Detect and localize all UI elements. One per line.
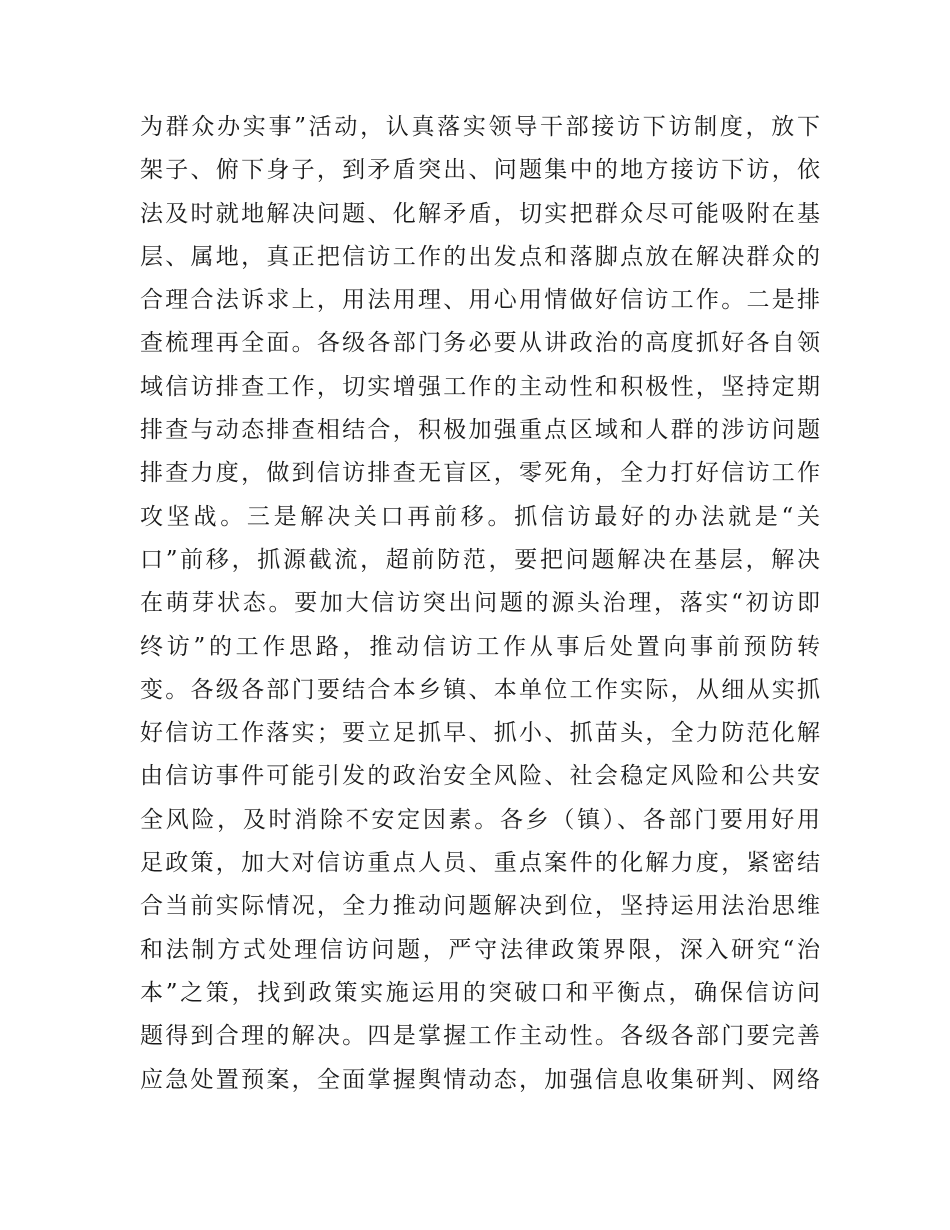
text-line: 域信访排查工作，切实增强工作的主动性和积极性，坚持定期: [140, 373, 820, 400]
text-line: 为群众办实事”活动，认真落实领导干部接访下访制度，放下: [140, 114, 820, 140]
text-line: 合当前实际情况，全力推动问题解决到位，坚持运用法治思维: [140, 893, 820, 920]
text-line: 排查力度，做到信访排查无盲区，零死角，全力打好信访工作: [140, 460, 820, 487]
text-line: 和法制方式处理信访问题，严守法律政策界限，深入研究“治: [140, 936, 820, 963]
text-line: 在萌芽状态。要加大信访突出问题的源头治理，落实“初访即: [140, 590, 820, 617]
text-line: 架子、俯下身子，到矛盾突出、问题集中的地方接访下访，依: [140, 157, 820, 184]
text-line: 好信访工作落实；要立足抓早、抓小、抓苗头，全力防范化解: [140, 720, 820, 747]
text-line: 层、属地，真正把信访工作的出发点和落脚点放在解决群众的: [140, 243, 820, 270]
body-paragraph: [140, 116, 820, 1112]
text-line: 口”前移，抓源截流，超前防范，要把问题解决在基层，解决: [140, 546, 820, 573]
text-line: 全风险，及时消除不安定因素。各乡（镇）、各部门要用好用: [140, 806, 820, 833]
text-line: 应急处置预案，全面掌握舆情动态，加强信息收集研判、网络: [140, 1066, 820, 1093]
text-line: 终访”的工作思路，推动信访工作从事后处置向事前预防转: [140, 633, 820, 660]
text-line: 变。各级各部门要结合本乡镇、本单位工作实际，从细从实抓: [140, 676, 820, 703]
text-line: 法及时就地解决问题、化解矛盾，切实把群众尽可能吸附在基: [140, 200, 820, 227]
text-line: 查梳理再全面。各级各部门务必要从讲政治的高度抓好各自领: [140, 330, 820, 357]
text-line: 足政策，加大对信访重点人员、重点案件的化解力度，紧密结: [140, 850, 820, 877]
text-line: 攻坚战。三是解决关口再前移。抓信访最好的办法就是“关: [140, 503, 820, 530]
text-line: 由信访事件可能引发的政治安全风险、社会稳定风险和公共安: [140, 763, 820, 790]
text-line: 排查与动态排查相结合，积极加强重点区域和人群的涉访问题: [140, 417, 820, 444]
text-line: 题得到合理的解决。四是掌握工作主动性。各级各部门要完善: [140, 1023, 820, 1050]
text-line: 合理合法诉求上，用法用理、用心用情做好信访工作。二是排: [140, 287, 820, 314]
text-line: 本”之策，找到政策实施运用的突破口和平衡点，确保信访问: [140, 979, 820, 1006]
